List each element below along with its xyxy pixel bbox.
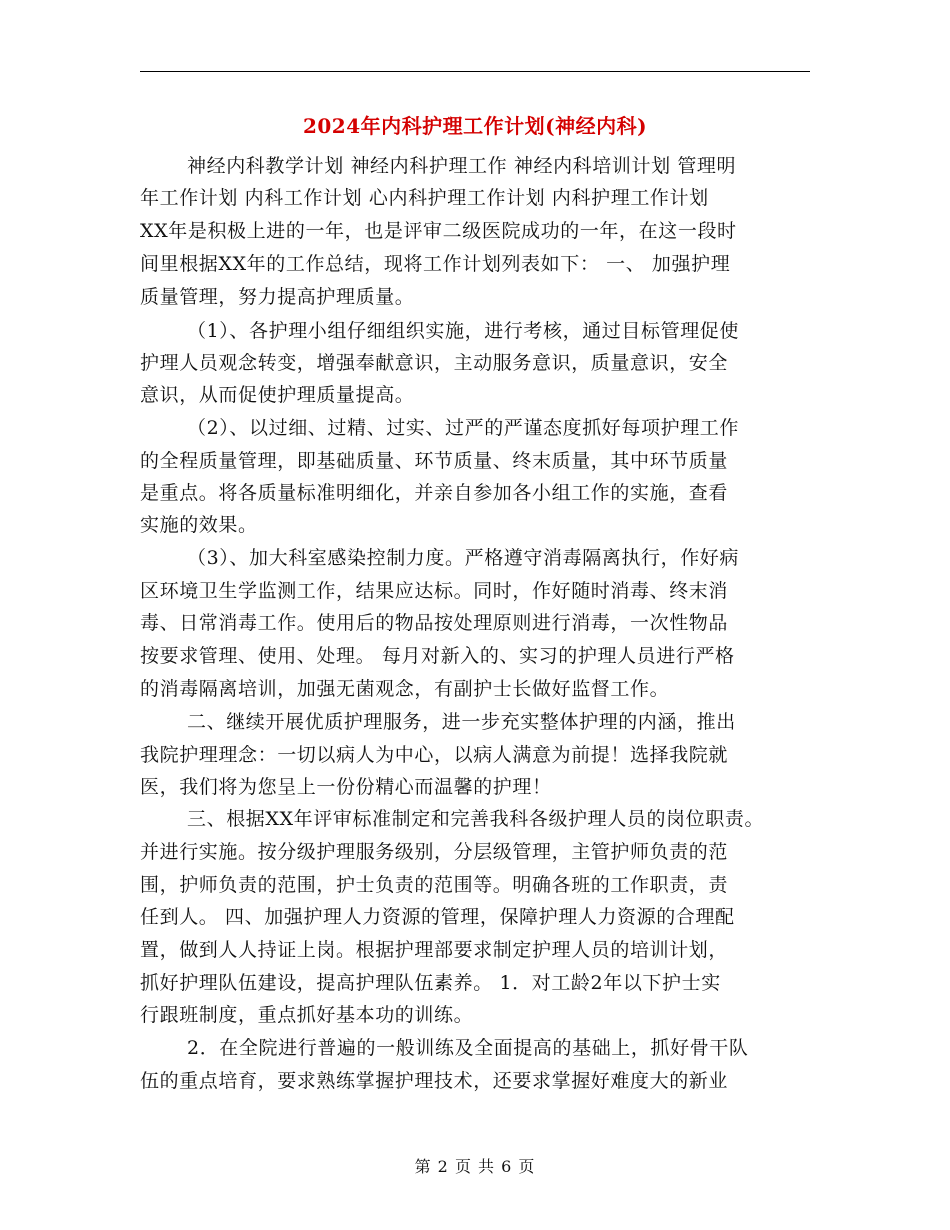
body-line: 神经内科教学计划 神经内科护理工作 神经内科培训计划 管理明 [187,155,737,177]
body-line: 按要求管理、使用、处理。 每月对新入的、实习的护理人员进行严格 [140,645,735,667]
body-line: 年工作计划 内科工作计划 心内科护理工作计划 内科护理工作计划 [140,187,709,209]
body-line: （3）、加大科室感染控制力度。严格遵守消毒隔离执行，作好病 [187,547,739,569]
body-line: 2．在全院进行普遍的一般训练及全面提高的基础上，抓好骨干队 [187,1037,749,1059]
page-number: 第 2 页 共 6 页 [414,1157,536,1176]
body-line: 抓好护理队伍建设，提高护理队伍素养。 1．对工龄2年以下护士实 [140,972,721,994]
body-line: （1）、各护理小组仔细组织实施，进行考核，通过目标管理促使 [187,320,739,342]
body-line: 质量管理，努力提高护理质量。 [140,286,415,308]
body-line: 三、根据XX年评审标准制定和完善我科各级护理人员的岗位职责。 [187,808,765,830]
body-line: 伍的重点培育，要求熟练掌握护理技术，还要求掌握好难度大的新业 [140,1070,729,1092]
body-line: 区环境卫生学监测工作，结果应达标。同时，作好随时消毒、终末消 [140,580,729,602]
body-line: 置，做到人人持证上岗。根据护理部要求制定护理人员的培训计划， [140,939,729,961]
body-line: 二、继续开展优质护理服务，进一步充实整体护理的内涵，推出 [187,711,736,733]
body-line: 间里根据XX年的工作总结，现将工作计划列表如下： 一、 加强护理 [140,253,731,275]
body-line: 是重点。将各质量标准明细化，并亲自参加各小组工作的实施，查看 [140,482,729,504]
body-line: 意识，从而促使护理质量提高。 [140,384,415,406]
body-line: 的全程质量管理，即基础质量、环节质量、终末质量，其中环节质量 [140,450,729,472]
body-line: 行跟班制度，重点抓好基本功的训练。 [140,1004,474,1026]
body-line: 的消毒隔离培训，加强无菌观念，有副护士长做好监督工作。 [140,678,670,700]
body-line: 我院护理理念：一切以病人为中心，以病人满意为前提！选择我院就 [140,744,729,766]
body-line: 并进行实施。按分级护理服务级别，分层级管理，主管护师负责的范 [140,841,729,863]
body-line: 毒、日常消毒工作。使用后的物品按处理原则进行消毒，一次性物品 [140,612,729,634]
body-line: 实施的效果。 [140,514,258,536]
document-title: 2024年内科护理工作计划(神经内科) [302,114,648,138]
body-line: 围，护师负责的范围，护士负责的范围等。明确各班的工作职责，责 [140,874,729,896]
body-line: 医，我们将为您呈上一份份精心而温馨的护理！ [140,776,552,798]
body-line: XX年是积极上进的一年，也是评审二级医院成功的一年，在这一段时 [140,220,737,242]
body-line: （2）、以过细、过精、过实、过严的严谨态度抓好每项护理工作 [187,417,739,439]
body-line: 任到人。 四、加强护理人力资源的管理，保障护理人力资源的合理配 [140,906,735,928]
body-line: 护理人员观念转变，增强奉献意识，主动服务意识，质量意识，安全 [140,352,729,374]
